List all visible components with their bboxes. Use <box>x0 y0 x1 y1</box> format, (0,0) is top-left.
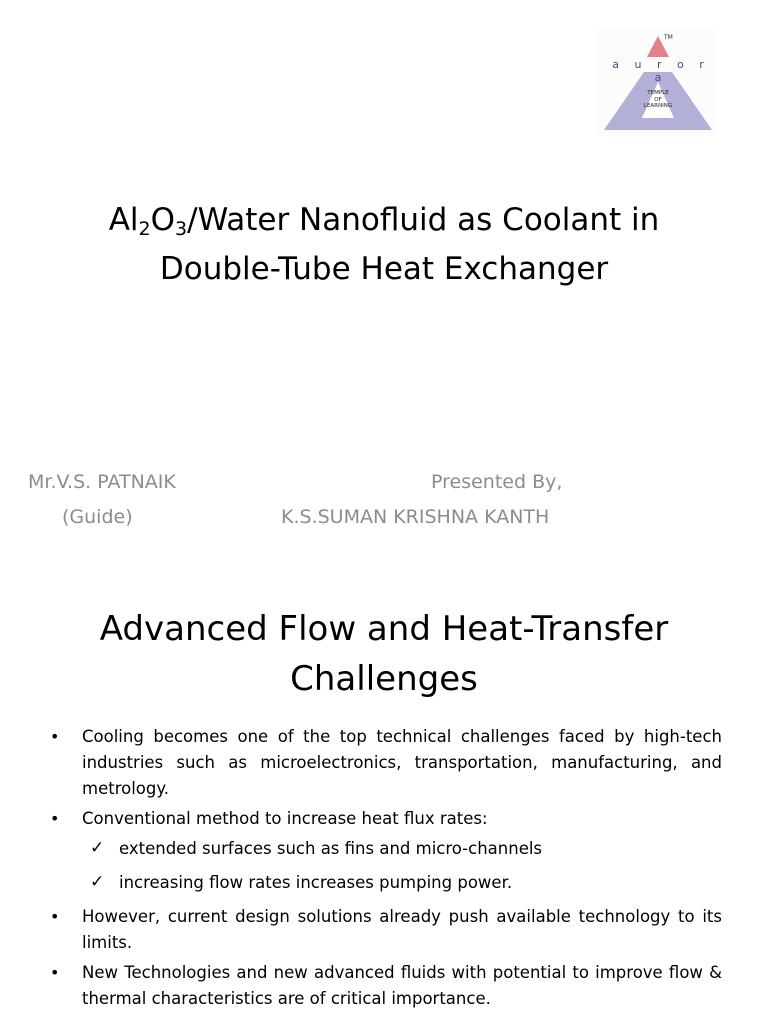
bullet-icon: • <box>50 907 60 926</box>
title-line-2: Double-Tube Heat Exchanger <box>159 251 609 287</box>
list-item: • However, current design solutions already push available technology to its limits. <box>48 904 722 956</box>
logo-tm: TM <box>664 34 673 41</box>
list-item: • Cooling becomes one of the top technical challenges faced by high-tech industries such as microelectronics, transportation, manufacturing, and metrology. <box>48 724 722 802</box>
checkmark-icon: ✓ <box>90 872 105 892</box>
bullet-icon: • <box>50 963 60 982</box>
logo-tagline: TEMPLE OF LEARNING <box>643 90 673 109</box>
aurora-logo <box>598 28 718 136</box>
checkmark-icon: ✓ <box>90 838 105 858</box>
logo-brand-text: a u r o r a <box>612 58 710 84</box>
title-line-1: $Al_2O_3$/Water Nanofluid as Coolant in <box>108 202 660 240</box>
sub-list-item: ✓ extended surfaces such as fins and micro-channels <box>48 836 722 862</box>
slide-2-title: Advanced Flow and Heat-Transfer Challenges <box>99 609 669 699</box>
list-item: • New Technologies and new advanced fluids with potential to improve flow & thermal characteristics are of critical importance. <box>48 960 722 1012</box>
presented-by-label: Presented By, <box>431 471 563 493</box>
sub-list-item: ✓ increasing flow rates increases pumping power. <box>48 870 722 896</box>
bullet-icon: • <box>50 727 60 746</box>
presenter-name: K.S.SUMAN KRISHNA KANTH <box>281 506 550 528</box>
slide-2 <box>0 580 768 1024</box>
slide-1-title <box>40 196 728 294</box>
bullet-icon: • <box>50 809 60 828</box>
bullet-list <box>48 724 722 1016</box>
guide-name: Mr.V.S. PATNAIK <box>28 471 176 493</box>
guide-role: (Guide) <box>62 506 133 528</box>
list-item: • Conventional method to increase heat flux rates: <box>48 806 722 832</box>
